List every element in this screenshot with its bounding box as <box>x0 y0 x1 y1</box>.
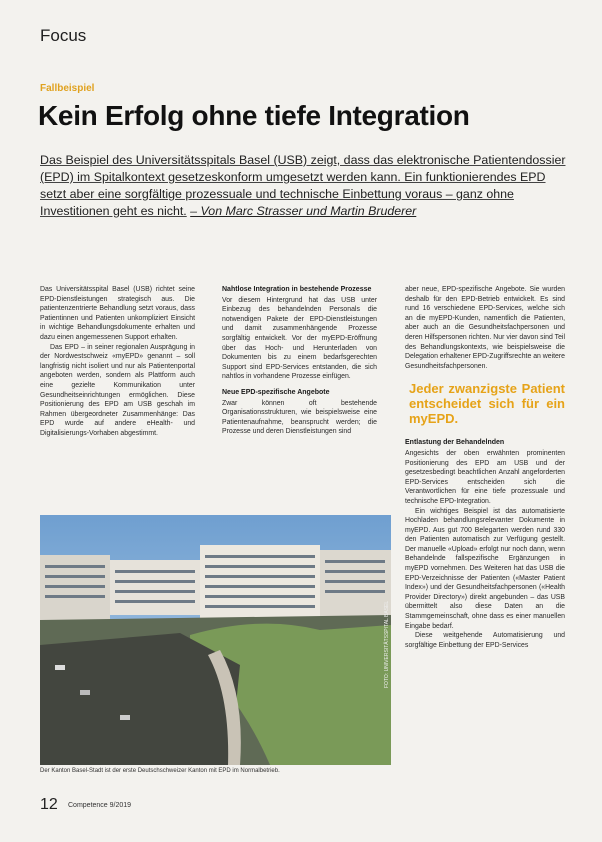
subheading: Nahtlose Integration in bestehende Prozesse <box>222 286 372 293</box>
hospital-building-illustration <box>40 515 391 765</box>
section-label: Focus <box>40 26 87 45</box>
byline: – Von Marc Strasser und Martin Bruderer <box>190 204 417 218</box>
page-number: 12 <box>40 796 58 813</box>
column-2 <box>222 285 377 437</box>
photo-caption: Der Kanton Basel-Stadt ist der erste Deutschschweizer Kanton mit EPD im Normalbetrieb. <box>40 768 280 774</box>
lead-paragraph <box>40 152 568 220</box>
hospital-photo <box>40 515 391 765</box>
column-1 <box>40 285 195 439</box>
body-paragraph: Ein wichtiges Beispiel ist das automatisierte Hochladen behandlungsrelevanter Dokumente in myEPD. Aus gut 700 Belegarten werden rund 330 den Patienten automatisch zur Verfügung gestellt. Der manuelle «Upload» erfolgt nur noch dann, wenn Behandelnde fallspezifische Ergänzungen in myEPD vornehmen. Des Weiteren hat das USB die EPD-Verzeichnisse der Patienten («Master Patient Index») und der Gesundheitsfachpersonen («Health Provider Directory») direkt angebunden – das USB übermittelt also diese Daten an die Stammgemeinschaft, ohne dass es einer manuellen Eingabe bedarf. <box>405 507 565 630</box>
photo-credit: FOTO: UNIVERSITÄTSSPITAL BASEL <box>384 600 390 688</box>
kicker: Fallbeispiel <box>40 83 95 94</box>
body-paragraph: Das EPD – in seiner regionalen Ausprägung in der Nordwestschweiz «myEPD» genannt – soll langfristig nicht isoliert und nur als Patientenportal angeboten werden, sondern als Plattform auch eine gezielte Kommunikation unter Gesundheitseinrichtungen ermöglichen. Diese Positionierung des EPD am USB geschah im Rahmen übergeordneter Zusammenhänge: Das EPD wurde auf andere eHealth- und Digitalisierungs-Vorhaben abgestimmt. <box>40 343 195 437</box>
column-3 <box>405 285 565 650</box>
body-paragraph: aber neue, EPD-spezifische Angebote. Sie wurden deshalb für den EPD-Betrieb entwickelt. Es sind rund 16 verschiedene EPD-Services, welche sich an die myEPD-Kunden, namentlich die Patienten, aber auch an die Gesundheitsfachpersonen und deren Hilfspersonen richten. Nur vier davon sind Teil des Behandlungskontexts, wie beispielsweise die Delegation erhaltener EPD-Zugriffsrechte an weitere Gesundheitsfachpersonen. <box>405 286 565 370</box>
body-paragraph: Zwar können oft bestehende Organisationsstrukturen, wie beispielsweise eine Patientenaufnahme, beansprucht werden; die Prozesse und deren Dienstleistungen sind <box>222 399 377 436</box>
body-paragraph: Diese weitgehende Automatisierung und sorgfältige Einbettung der EPD-Services <box>405 632 565 649</box>
lead-text: Das Beispiel des Universitätsspitals Basel (USB) zeigt, dass das elektronische Patientendossier (EPD) im Spitalkontext gesetzeskonform umgesetzt werden kann. Ein funktionierendes EPD setzt aber eine sorgfältige prozessuale und technische Einbettung voraus – ganz ohne Investitionen geht es nicht. <box>40 153 566 218</box>
magazine-issue: Competence 9/2019 <box>68 802 132 809</box>
subheading: Entlastung der Behandelnden <box>405 439 505 447</box>
body-paragraph: Vor diesem Hintergrund hat das USB unter Einbezug des behandelnden Personals die notwendigen Pakete der EPD-Dienstleistungen und damit zusammenhängende Prozesse sorgfältig entwickelt. Vor der myEPD-Eröffnung über das Hoch- und Herunterladen von Dokumenten bis zu einem bedarfsgerechten Support sind EPD-Services entstanden, die sich nahtlos in vorhandene Prozesse einfügen. <box>222 296 377 381</box>
headline: Kein Erfolg ohne tiefe Integration <box>38 100 470 131</box>
body-paragraph: Das Universitätsspital Basel (USB) richtet seine EPD-Dienstleistungen strategisch aus. Die patientenzentrierte Behandlung setzt voraus, dass Patientinnen und Patienten unkompliziert Einsicht in wichtige Behandlungsdokumente erhalten und dazu einen angemessenen Support erhalten. <box>40 286 195 341</box>
pull-quote: Jeder zwanzigste Patient entscheidet sich für ein myEPD. <box>409 381 565 427</box>
subheading: Neue EPD-spezifische Angebote <box>222 388 330 396</box>
body-paragraph: Angesichts der oben erwähnten prominenten Positionierung des EPD am USB und der gesetzesbedingt beachtlichen Anzahl angeforderten EPD-Services entscheiden sich die Verantwortlichen für eine tiefe prozessuale und technische EPD-Integration. <box>405 449 565 505</box>
